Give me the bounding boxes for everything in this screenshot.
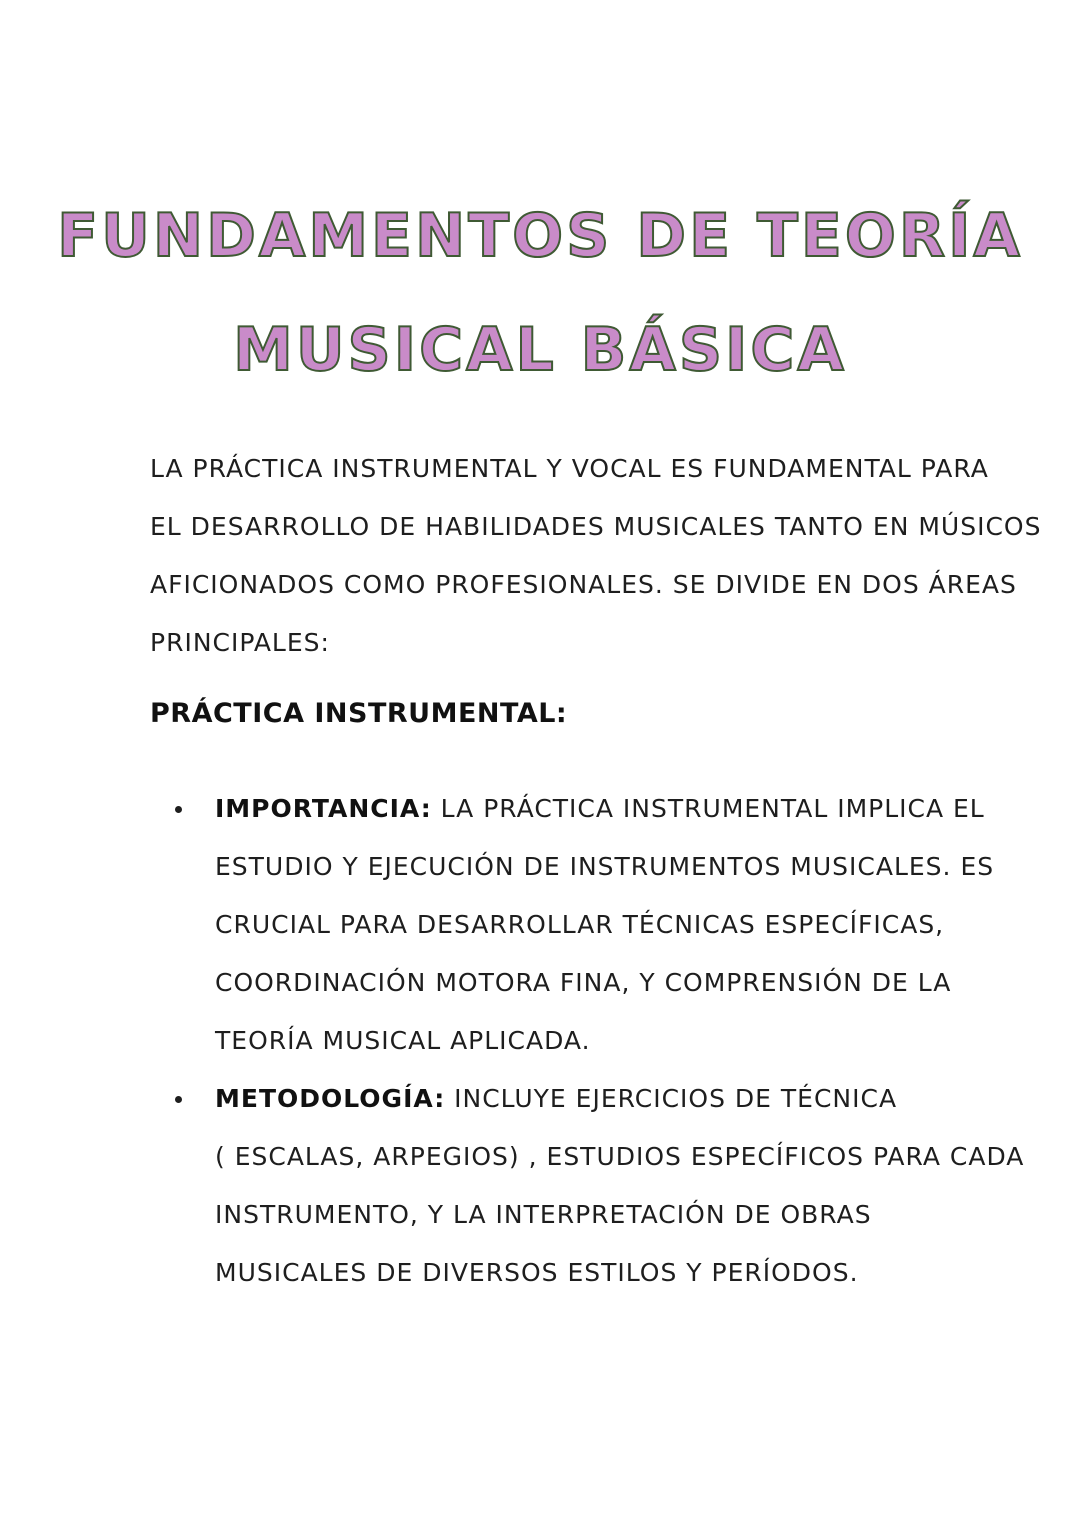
- bullet-dot-icon: [175, 1096, 182, 1103]
- bullet-line: MUSICALES DE DIVERSOS ESTILOS Y PERÍODOS.: [215, 1258, 859, 1287]
- section-heading: PRÁCTICA INSTRUMENTAL:: [150, 698, 568, 729]
- bullet-line: TEORÍA MUSICAL APLICADA.: [215, 1026, 591, 1055]
- bullet-line: INSTRUMENTO, Y LA INTERPRETACIÓN DE OBRAS: [215, 1200, 872, 1229]
- list-item-metodologia: [215, 1070, 1025, 1302]
- bullet-line: CRUCIAL PARA DESARROLLAR TÉCNICAS ESPECÍFICAS,: [215, 910, 945, 939]
- bullet-first-line: [215, 1070, 975, 1128]
- intro-line: PRINCIPALES:: [150, 628, 330, 657]
- bullet-text: INCLUYE EJERCICIOS DE TÉCNICA: [445, 1084, 898, 1113]
- bullet-line: COORDINACIÓN MOTORA FINA, Y COMPRENSIÓN DE LA: [215, 968, 952, 997]
- bullet-dot-icon: [175, 806, 182, 813]
- intro-line: LA PRÁCTICA INSTRUMENTAL Y VOCAL ES FUNDAMENTAL PARA: [150, 454, 989, 483]
- page-title-line-2: MUSICAL BÁSICA: [233, 315, 847, 385]
- bullet-text: LA PRÁCTICA INSTRUMENTAL IMPLICA EL: [431, 794, 985, 823]
- bullet-label: METODOLOGÍA:: [215, 1084, 446, 1113]
- intro-paragraph: [150, 440, 1042, 672]
- page-title-line-1: FUNDAMENTOS DE TEORÍA: [57, 201, 1023, 271]
- intro-line: EL DESARROLLO DE HABILIDADES MUSICALES TANTO EN MÚSICOS: [150, 512, 1042, 541]
- list-item-importancia: [215, 780, 995, 1070]
- bullet-label: IMPORTANCIA:: [215, 794, 432, 823]
- bullet-line: ( ESCALAS, ARPEGIOS) , ESTUDIOS ESPECÍFICOS PARA CADA: [215, 1142, 1025, 1171]
- bullet-first-line: [215, 780, 985, 838]
- intro-line: AFICIONADOS COMO PROFESIONALES. SE DIVIDE EN DOS ÁREAS: [150, 570, 1017, 599]
- bullet-line: ESTUDIO Y EJECUCIÓN DE INSTRUMENTOS MUSICALES. ES: [215, 852, 995, 881]
